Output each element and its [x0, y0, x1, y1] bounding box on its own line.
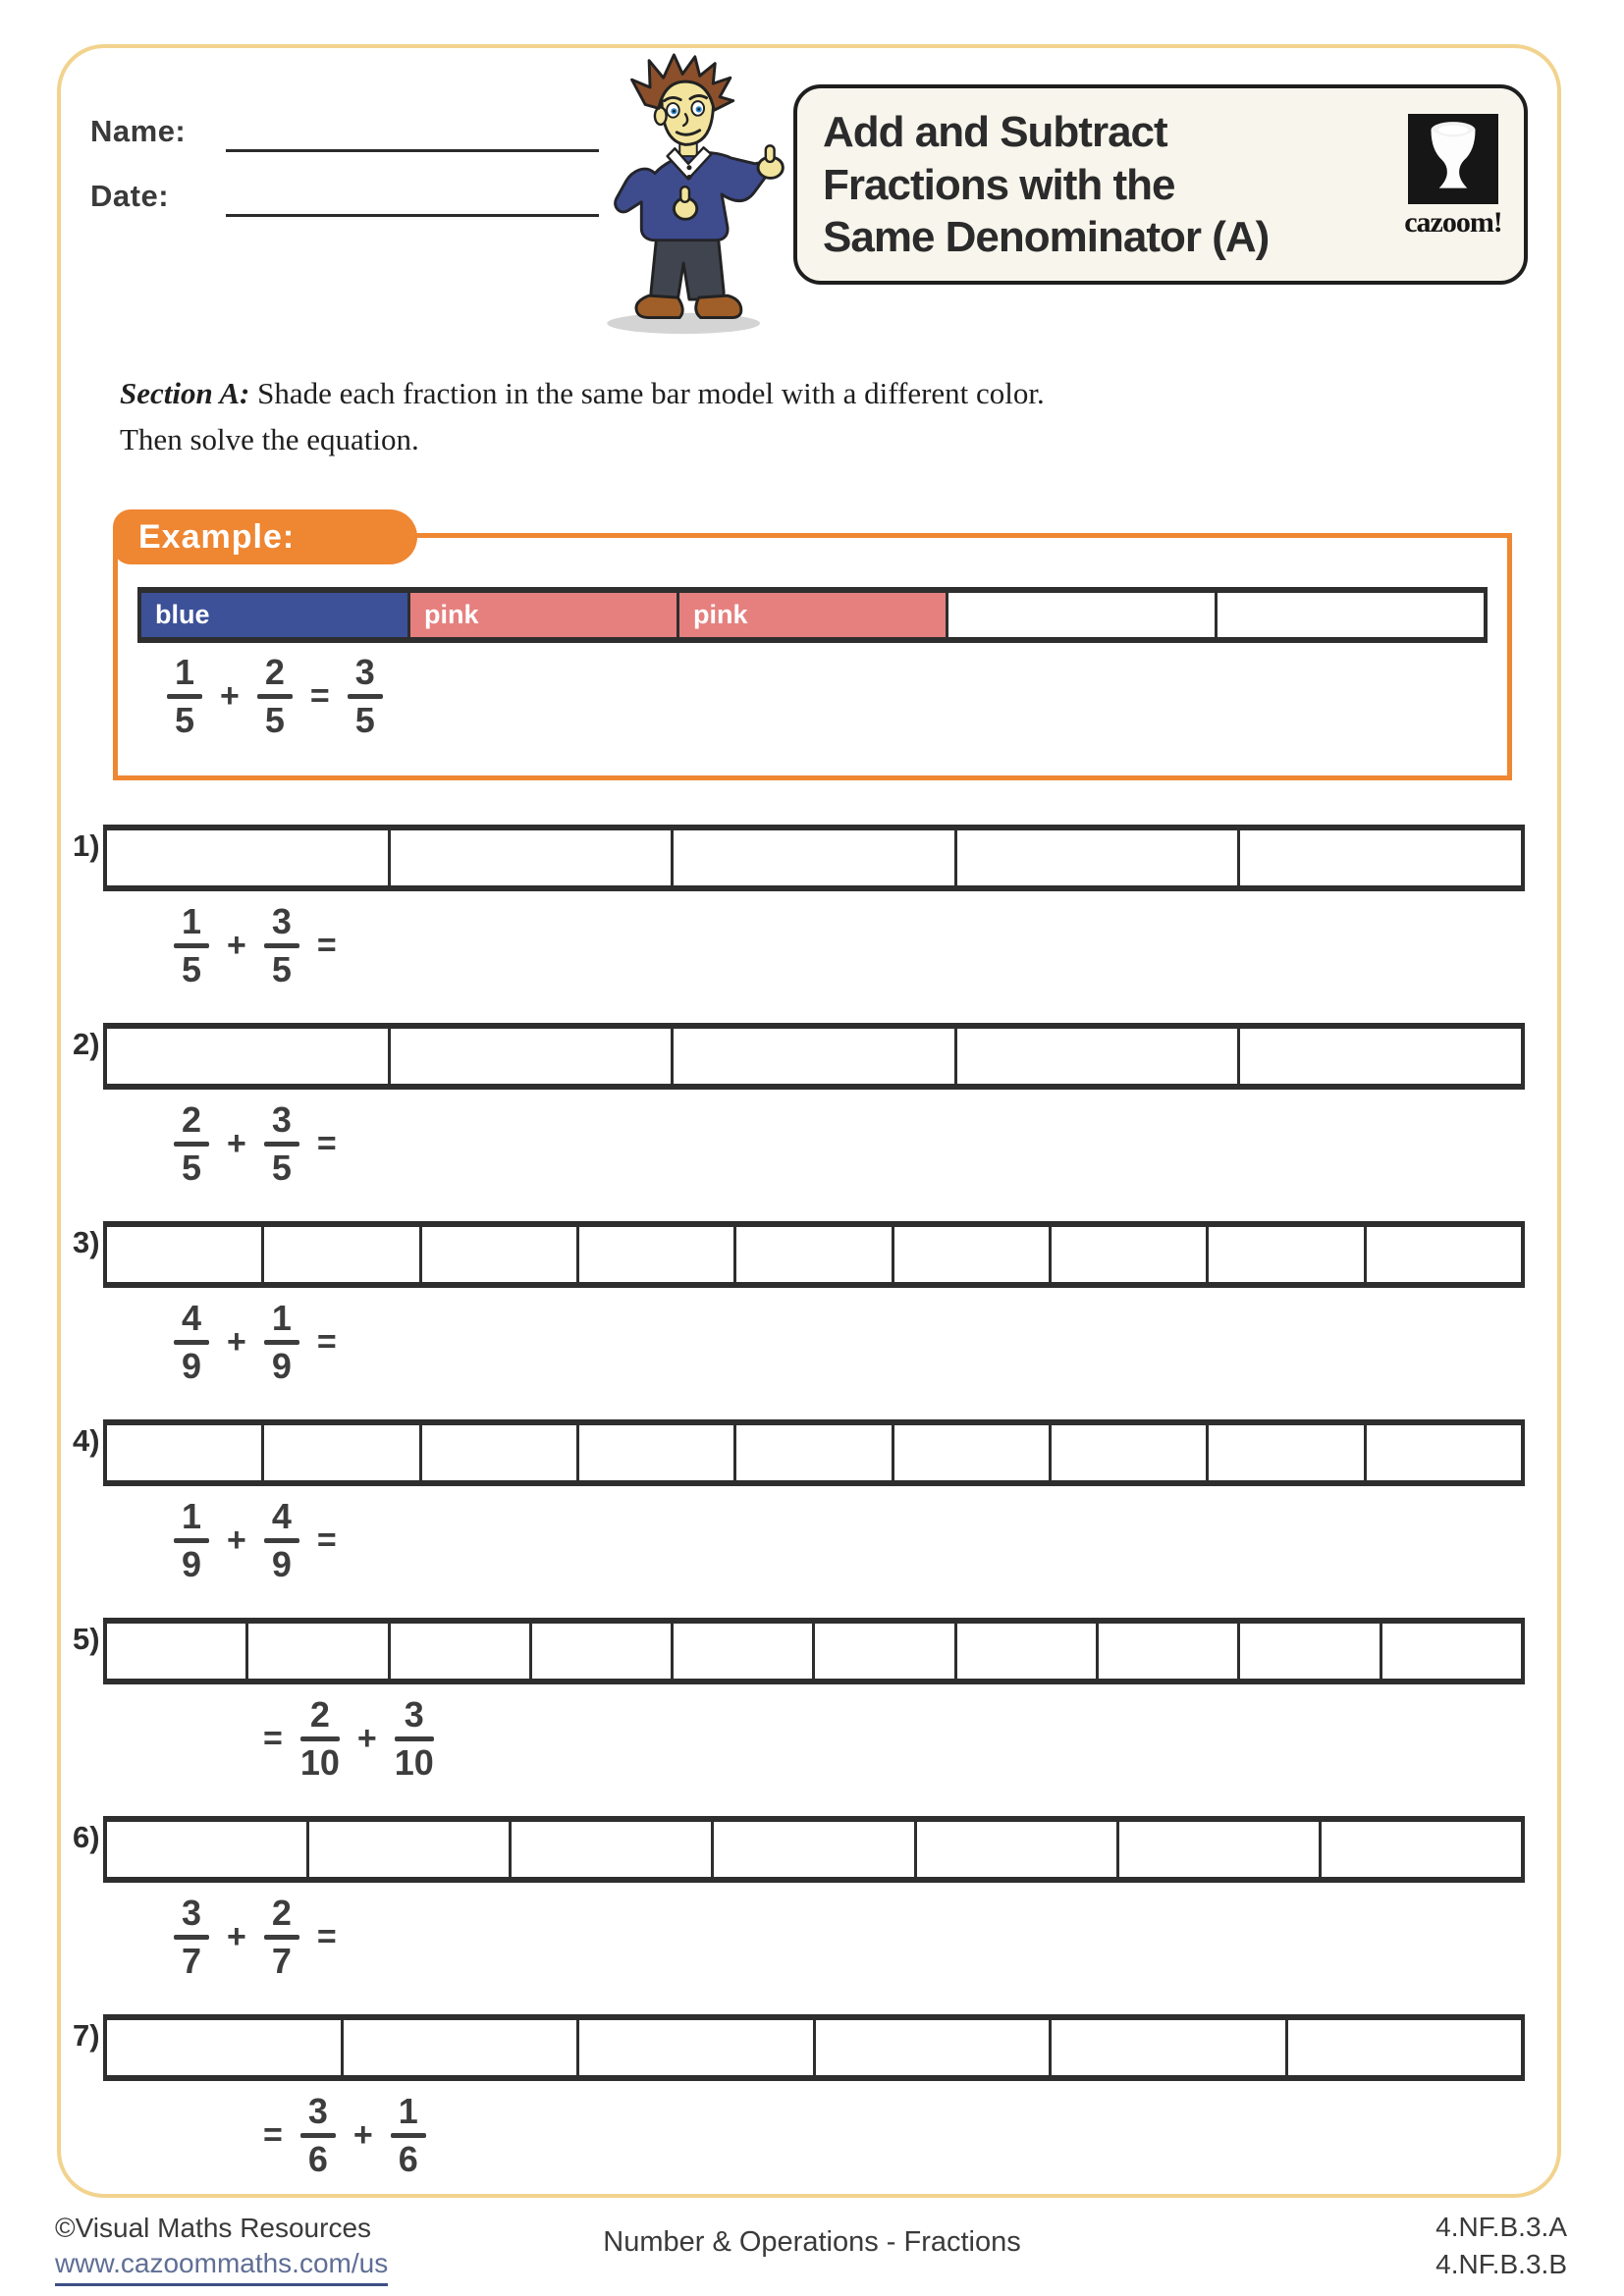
bar-cell[interactable]	[815, 1624, 956, 1679]
fraction-line	[264, 1538, 299, 1543]
bar-cell[interactable]	[391, 1029, 675, 1084]
fraction	[172, 903, 211, 988]
problem-number: 7)	[73, 2018, 100, 2053]
fraction-line	[264, 943, 299, 948]
equals-operator: =	[316, 1917, 337, 1955]
fraction	[262, 1300, 301, 1385]
bar-cell[interactable]	[107, 2020, 344, 2075]
fraction-line	[174, 943, 209, 948]
footer-standards	[1435, 2209, 1567, 2283]
bar-cell[interactable]	[107, 1822, 309, 1877]
plus-operator: +	[227, 1917, 246, 1955]
bar-cell[interactable]	[579, 1227, 736, 1282]
bar-cell[interactable]	[1209, 1227, 1366, 1282]
problem-row	[0, 1816, 1624, 2006]
student-character-illustration	[574, 51, 802, 338]
bar-cell[interactable]	[1240, 830, 1521, 885]
bar-cell[interactable]	[1240, 1029, 1521, 1084]
problem-number: 6)	[73, 1820, 100, 1854]
equation	[172, 1300, 1624, 1385]
fraction-denominator: 9	[181, 1345, 202, 1386]
worksheet-title-box	[793, 84, 1528, 285]
fraction-denominator: 5	[181, 948, 202, 989]
fraction	[262, 1895, 301, 1980]
section-heading: Section A:	[120, 376, 250, 410]
title-line-2: Fractions with the	[823, 160, 1175, 209]
bar-cell[interactable]	[894, 1227, 1052, 1282]
bar-cell[interactable]	[422, 1227, 579, 1282]
fraction-numerator: 2	[264, 652, 285, 692]
copyright-text: ©Visual Maths Resources	[55, 2213, 372, 2243]
fraction-bar-model	[103, 825, 1525, 891]
equals-operator: =	[316, 926, 337, 964]
fraction	[393, 1696, 436, 1782]
fraction-numerator: 3	[307, 2091, 328, 2131]
fraction-denominator: 5	[271, 1147, 292, 1188]
fraction-bar-model	[103, 1221, 1525, 1288]
bar-cell[interactable]	[579, 1425, 736, 1480]
equation	[172, 903, 1624, 988]
equals-operator: =	[316, 1322, 337, 1361]
fraction-line	[348, 694, 383, 699]
bar-cell[interactable]	[674, 1624, 815, 1679]
footer-url-link[interactable]: www.cazoommaths.com/us	[55, 2246, 388, 2285]
fraction	[346, 654, 385, 739]
bar-cell[interactable]	[264, 1227, 421, 1282]
bar-cell	[141, 593, 410, 637]
bar-cell[interactable]	[532, 1624, 674, 1679]
bar-cell[interactable]	[107, 1227, 264, 1282]
bar-cell[interactable]	[1382, 1624, 1521, 1679]
equals-operator: =	[309, 676, 330, 715]
fraction	[262, 1498, 301, 1583]
fraction-bar-model	[103, 2014, 1525, 2081]
equation	[247, 2093, 1624, 2178]
problem-number: 2)	[73, 1027, 100, 1061]
fraction-numerator: 1	[398, 2091, 418, 2131]
fraction-numerator: 1	[181, 1496, 202, 1536]
fraction-line	[300, 2133, 336, 2138]
example-equation	[165, 654, 385, 739]
footer-topic: Number & Operations - Fractions	[603, 2226, 1021, 2258]
fraction	[172, 1895, 211, 1980]
bar-cell[interactable]	[894, 1425, 1052, 1480]
fraction-numerator: 3	[404, 1694, 424, 1735]
fraction-denominator: 5	[174, 699, 195, 740]
fraction-line	[174, 1142, 209, 1147]
fraction-line	[174, 1935, 209, 1940]
fraction-denominator: 9	[271, 1543, 292, 1584]
fraction-numerator: 3	[271, 901, 292, 941]
fraction-bar-model	[103, 1618, 1525, 1684]
fraction-numerator: 3	[354, 652, 375, 692]
bar-cell[interactable]	[107, 1425, 264, 1480]
equals-operator: =	[263, 2115, 283, 2154]
fraction-numerator: 4	[271, 1496, 292, 1536]
problem-row	[0, 825, 1624, 1015]
equation	[172, 1895, 1624, 1980]
problems-list	[0, 817, 1624, 2205]
plus-operator: +	[227, 926, 246, 964]
fraction-denominator: 5	[264, 699, 285, 740]
worksheet-title	[823, 106, 1269, 264]
fraction-line	[174, 1538, 209, 1543]
bar-cell[interactable]	[957, 1624, 1099, 1679]
problem-number: 3)	[73, 1225, 100, 1259]
bar-cell[interactable]	[512, 1822, 714, 1877]
bar-cell[interactable]	[391, 1624, 532, 1679]
bar-cell[interactable]	[107, 830, 391, 885]
bar-cell	[948, 593, 1218, 637]
fraction-line	[395, 1736, 434, 1741]
fraction-denominator: 6	[307, 2138, 328, 2179]
fraction-line	[391, 2133, 426, 2138]
bar-cell[interactable]	[1119, 1822, 1322, 1877]
standard-code-1: 4.NF.B.3.A	[1435, 2212, 1567, 2242]
name-label: Name:	[90, 114, 187, 148]
section-instruction-text: Shade each fraction in the same bar model with a different color.	[249, 376, 1045, 410]
equals-operator: =	[316, 1521, 337, 1559]
bar-cell[interactable]	[1288, 2020, 1522, 2075]
fraction-bar-model	[103, 1816, 1525, 1883]
bar-cell[interactable]	[1052, 1425, 1209, 1480]
fraction-line	[167, 694, 202, 699]
fraction-denominator: 9	[181, 1543, 202, 1584]
fraction-numerator: 3	[271, 1099, 292, 1140]
date-label: Date:	[90, 179, 170, 213]
bar-cell[interactable]	[1240, 1624, 1381, 1679]
problem-row	[0, 1618, 1624, 1808]
date-input-line[interactable]	[226, 214, 599, 217]
fraction-numerator: 2	[181, 1099, 202, 1140]
fraction-denominator: 6	[398, 2138, 418, 2179]
bar-cell[interactable]	[816, 2020, 1053, 2075]
plus-operator: +	[356, 1719, 377, 1757]
problem-number: 1)	[73, 828, 100, 863]
equation	[247, 1696, 1624, 1782]
equation	[172, 1101, 1624, 1187]
fraction-denominator: 5	[354, 699, 375, 740]
title-line-3: Same Denominator (A)	[823, 213, 1270, 262]
fraction-denominator: 5	[181, 1147, 202, 1188]
bar-cell-label: pink	[424, 600, 479, 629]
fraction-numerator: 2	[271, 1893, 292, 1933]
bar-cell[interactable]	[309, 1822, 512, 1877]
bar-cell[interactable]	[1367, 1425, 1521, 1480]
fraction	[172, 1300, 211, 1385]
bar-cell	[679, 593, 948, 637]
fraction-denominator: 7	[181, 1940, 202, 1981]
fraction	[172, 1498, 211, 1583]
fraction	[255, 654, 295, 739]
equation	[172, 1498, 1624, 1583]
problem-row	[0, 1221, 1624, 1412]
section-instruction-text-2: Then solve the equation.	[120, 421, 419, 456]
bar-cell[interactable]	[917, 1822, 1119, 1877]
bar-cell[interactable]	[579, 2020, 816, 2075]
fraction-line	[264, 1935, 299, 1940]
fraction-denominator: 10	[394, 1741, 434, 1783]
bar-cell[interactable]	[674, 830, 957, 885]
fraction-denominator: 10	[299, 1741, 340, 1783]
fraction	[262, 1101, 301, 1187]
plus-operator: +	[220, 676, 240, 715]
fraction-denominator: 5	[271, 948, 292, 989]
bar-cell	[410, 593, 679, 637]
plus-operator: +	[227, 1322, 246, 1361]
example-tab: Example:	[113, 509, 417, 564]
bar-cell[interactable]	[714, 1822, 916, 1877]
fraction-line	[300, 1736, 340, 1741]
section-instructions	[120, 371, 1435, 462]
problem-row	[0, 1419, 1624, 1610]
fraction-numerator: 3	[181, 1893, 202, 1933]
plus-operator: +	[227, 1521, 246, 1559]
bar-cell	[1218, 593, 1484, 637]
fraction-numerator: 1	[174, 652, 195, 692]
bar-cell[interactable]	[957, 1029, 1241, 1084]
bar-cell[interactable]	[344, 2020, 580, 2075]
example-bar-model	[137, 587, 1488, 643]
fraction-bar-model	[103, 1023, 1525, 1090]
fraction	[389, 2093, 428, 2178]
bar-cell[interactable]	[957, 830, 1241, 885]
equals-operator: =	[316, 1124, 337, 1162]
bar-cell[interactable]	[264, 1425, 421, 1480]
fraction-numerator: 4	[181, 1298, 202, 1338]
bar-cell[interactable]	[107, 1624, 248, 1679]
problem-row	[0, 1023, 1624, 1213]
bar-cell-label: pink	[693, 600, 748, 629]
plus-operator: +	[352, 2115, 373, 2154]
fraction-denominator: 9	[271, 1345, 292, 1386]
fraction	[298, 1696, 342, 1782]
name-input-line[interactable]	[226, 149, 599, 152]
fraction-line	[264, 1340, 299, 1345]
problem-number: 5)	[73, 1622, 100, 1656]
bar-cell[interactable]	[1367, 1227, 1521, 1282]
bar-cell[interactable]	[1099, 1624, 1240, 1679]
fraction-line	[174, 1340, 209, 1345]
fraction	[262, 903, 301, 988]
plus-operator: +	[227, 1124, 246, 1162]
bar-cell-label: blue	[155, 600, 210, 629]
problem-number: 4)	[73, 1423, 100, 1458]
bar-cell[interactable]	[736, 1425, 893, 1480]
bar-cell[interactable]	[1052, 2020, 1288, 2075]
bar-cell[interactable]	[736, 1227, 893, 1282]
bar-cell[interactable]	[422, 1425, 579, 1480]
fraction-line	[264, 1142, 299, 1147]
equals-operator: =	[263, 1719, 283, 1757]
fraction	[298, 2093, 338, 2178]
fraction	[165, 654, 204, 739]
fraction-numerator: 1	[271, 1298, 292, 1338]
example-box	[113, 533, 1512, 780]
fraction	[172, 1101, 211, 1187]
bar-cell[interactable]	[674, 1029, 957, 1084]
bar-cell[interactable]	[1052, 1227, 1209, 1282]
bar-cell[interactable]	[391, 830, 675, 885]
cazoom-logo	[1398, 114, 1508, 240]
bar-cell[interactable]	[1322, 1822, 1521, 1877]
bar-cell[interactable]	[107, 1029, 391, 1084]
standard-code-2: 4.NF.B.3.B	[1435, 2248, 1567, 2279]
bar-cell[interactable]	[248, 1624, 390, 1679]
fraction-bar-model	[103, 1419, 1525, 1486]
cazoom-logo-text: cazoom!	[1404, 206, 1502, 239]
cazoom-drum-icon	[1408, 114, 1498, 204]
title-line-1: Add and Subtract	[823, 108, 1167, 156]
fraction-numerator: 1	[181, 901, 202, 941]
fraction-numerator: 2	[309, 1694, 330, 1735]
problem-row	[0, 2014, 1624, 2205]
fraction-denominator: 7	[271, 1940, 292, 1981]
bar-cell[interactable]	[1209, 1425, 1366, 1480]
fraction-line	[257, 694, 293, 699]
